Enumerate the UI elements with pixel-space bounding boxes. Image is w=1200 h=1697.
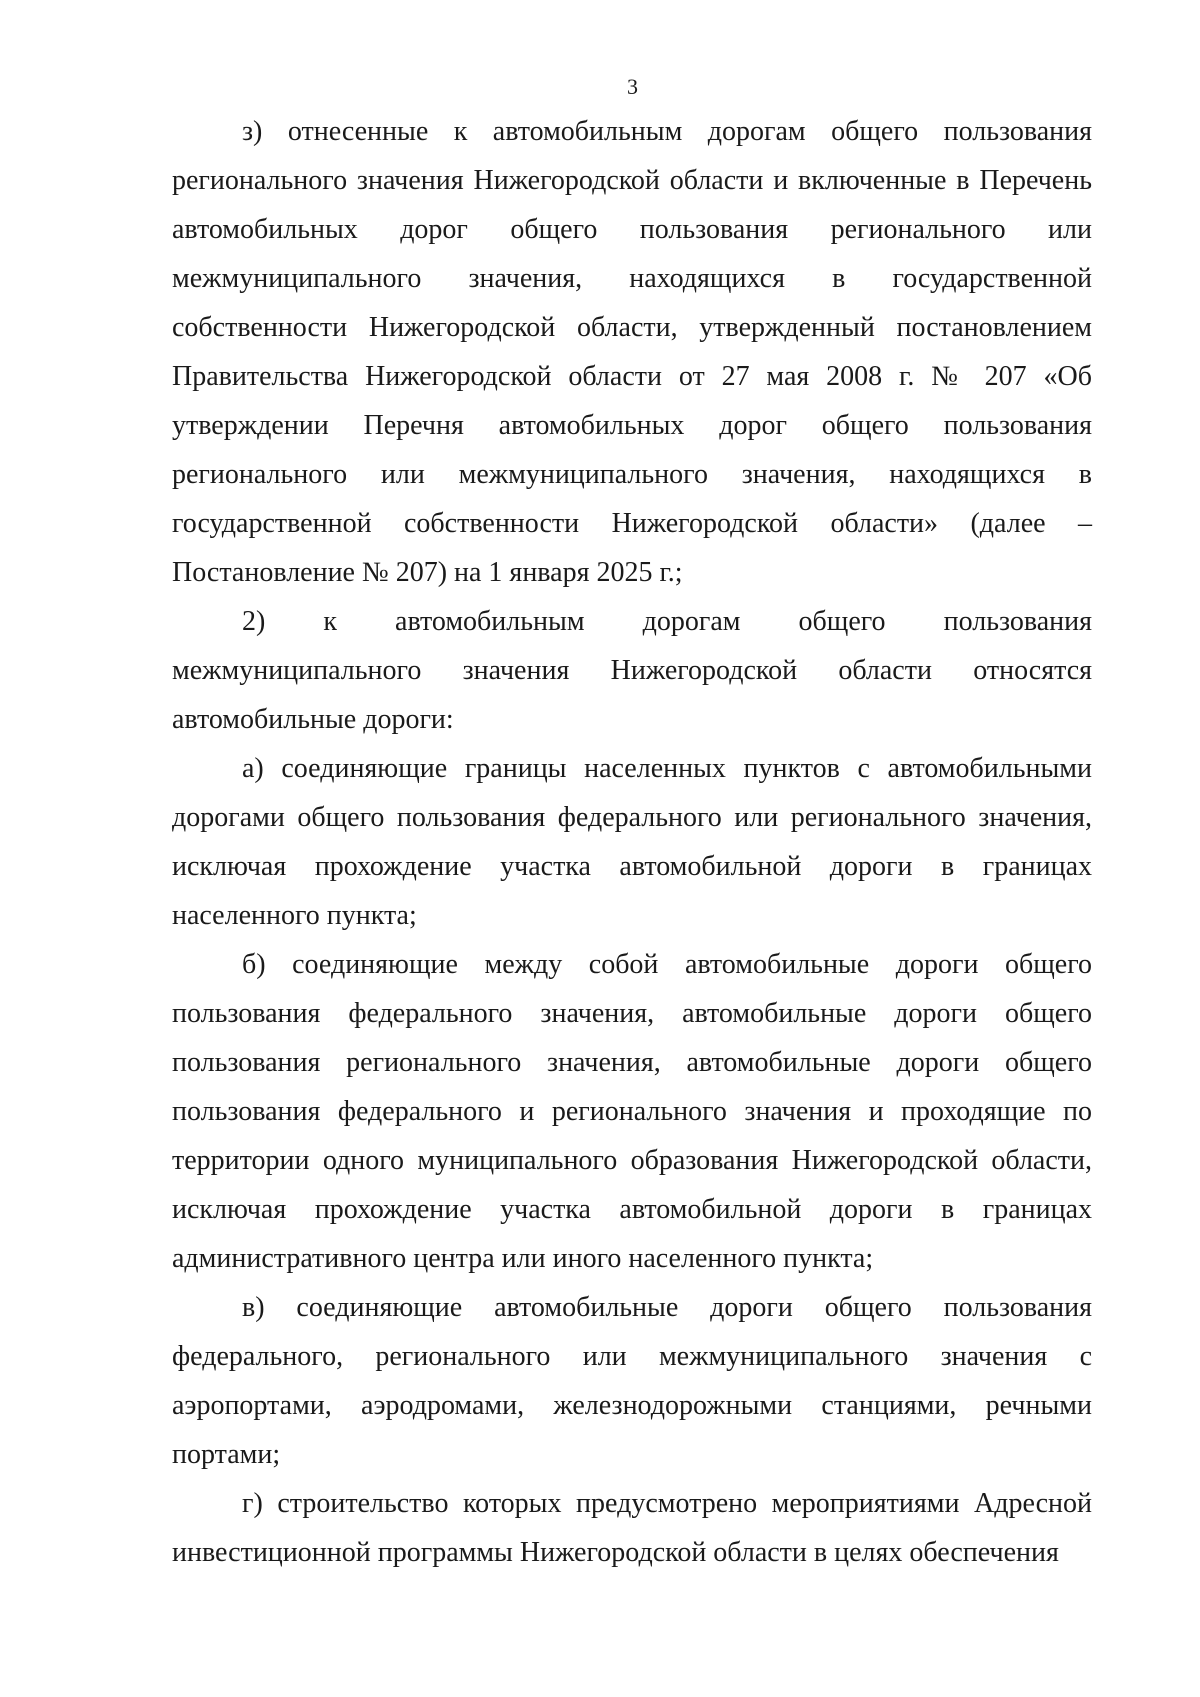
document-body <box>172 107 1092 1577</box>
page-number: 3 <box>627 74 638 99</box>
paragraph-v: в) соединяющие автомобильные дороги общего пользования федерального, регионального или межмуниципального значения с аэропортами, аэродромами, железнодорожными станциями, речными портами; <box>172 1292 1092 1470</box>
paragraph-2: 2) к автомобильным дорогам общего пользования межмуниципального значения Нижегородской области относятся автомобильные дороги: <box>172 606 1092 735</box>
paragraph-g: г) строительство которых предусмотрено мероприятиями Адресной инвестиционной программы Нижегородской области в целях обеспечения <box>172 1488 1092 1568</box>
paragraph-a: а) соединяющие границы населенных пунктов с автомобильными дорогами общего пользования федерального или регионального значения, исключая прохождение участка автомобильной дороги в границах населенного пункта; <box>172 753 1092 931</box>
paragraph-z: з) отнесенные к автомобильным дорогам общего пользования регионального значения Нижегородской области и включенные в Перечень автомобильных дорог общего пользования регионального или межмуниципального значения, находящихся в государственной собственности Нижегородской области, утвержденный постановлением Правительства Нижегородской области от 27 мая 2008 г. № 207 «Об утверждении Перечня автомобильных дорог общего пользования регионального или межмуниципального значения, находящихся в государственной собственности Нижегородской области» (далее – Постановление № 207) на 1 января 2025 г.; <box>172 116 1092 588</box>
paragraph-b: б) соединяющие между собой автомобильные дороги общего пользования федерального значения, автомобильные дороги общего пользования регионального значения, автомобильные дороги общего пользования федерального и регионального значения и проходящие по территории одного муниципального образования Нижегородской области, исключая прохождение участка автомобильной дороги в границах административного центра или иного населенного пункта; <box>172 949 1092 1274</box>
